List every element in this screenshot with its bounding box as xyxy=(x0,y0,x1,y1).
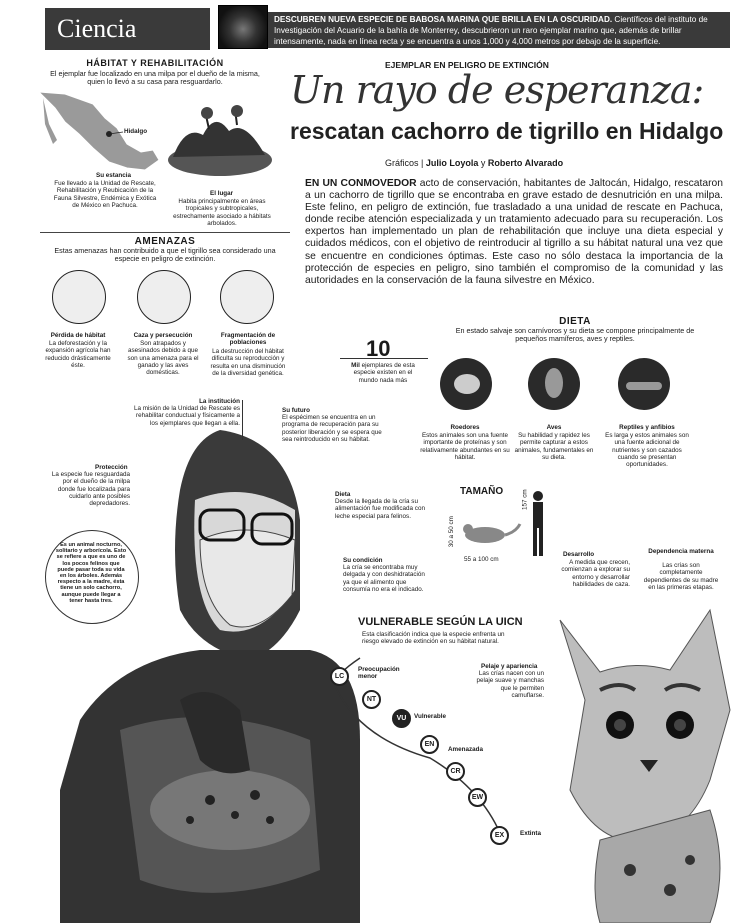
place-title: El lugar xyxy=(210,190,234,197)
diet-intro: En estado salvaje son carnívoros y su dieta se compone principalmente de pequeños mamíferos, aves y reptiles. xyxy=(455,326,695,344)
kicker: EJEMPLAR EN PELIGRO DE EXTINCIÓN xyxy=(385,60,549,70)
diet-2-title: Aves xyxy=(546,424,562,431)
habitat-title: HÁBITAT Y REHABILITACIÓN xyxy=(86,58,224,68)
sea-slug-thumbnail xyxy=(218,5,268,49)
future-title: Su futuro xyxy=(282,407,310,414)
protection-title: Protección xyxy=(95,464,128,471)
dependency-title: Dependencia materna xyxy=(648,548,714,555)
habitat-loss-icon xyxy=(52,270,106,324)
main-title-line2: rescatan cachorro de tigrillo en Hidalgo xyxy=(290,118,724,144)
threat-2-title: Caza y persecución xyxy=(133,332,193,339)
news-headline: DESCUBREN NUEVA ESPECIE DE BABOSA MARINA QUE BRILLA EN LA OSCURIDAD. xyxy=(274,15,613,24)
stat-bold: Mil xyxy=(351,362,360,369)
institution-pointer xyxy=(242,400,243,440)
credits-author-1: Julio Loyola xyxy=(425,158,479,168)
stay-text: Fue llevado a la Unidad de Rescate, Rehabilitación y Reubicación de la Fauna Silvestre, Endémica y Exótica de México en Pachuca. xyxy=(53,180,157,209)
ocelot-cub-illustration xyxy=(540,590,735,923)
development-text: A medida que crecen, comienzan a explorar su entorno y desarrollar habilidades de caza. xyxy=(561,559,630,588)
credits-prefix: Gráficos xyxy=(385,158,419,168)
hunting-icon xyxy=(137,270,191,324)
uicn-scale-arc xyxy=(320,618,520,838)
threat-1-text: La deforestación y la expansión agrícola han reducido drásticamente éste. xyxy=(45,340,111,369)
uicn-level-vu: VU xyxy=(392,709,411,728)
diet-note-text: Desde la llegada de la cría su alimentación fue modificada con leche especial para felinos. xyxy=(335,498,425,520)
diet-title: DIETA xyxy=(559,316,591,327)
institution-text: La misión de la Unidad de Rescate es rehabilitar conductual y físicamente a los ejemplares que llegan a ella. xyxy=(133,405,240,427)
diet-1-title: Roedores xyxy=(450,424,480,431)
threat-2-text: Son atrapados y asesinados debido a que son una amenaza para el ganado y las aves domésticas. xyxy=(127,340,199,377)
person-height: 157 cm xyxy=(521,489,529,510)
stay-title: Su estancia xyxy=(96,172,131,179)
fur-text: Las crías nacen con un pelaje suave y manchas que le permiten camuflarse. xyxy=(476,670,544,699)
lead-paragraph xyxy=(305,178,723,287)
threat-3-title: Fragmentación de poblaciones xyxy=(220,332,276,347)
uicn-level-nt: NT xyxy=(362,690,381,709)
future-text: El espécimen se encuentra en un programa de recuperación para su posterior liberación y se espera que sea reintroducido en su hábitat. xyxy=(282,414,382,443)
uicn-level-en: EN xyxy=(420,735,439,754)
credits-author-2: Roberto Alvarado xyxy=(487,158,564,168)
main-title-line1: Un rayo de esperanza: xyxy=(290,68,704,112)
diet-2-text: Su habilidad y rapidez les permite capturar a estos animales, fundamentales en su dieta. xyxy=(514,432,594,461)
diet-3-text: Es larga y estos animales son una fuente adicional de nutrientes y son cazados cuando se presentan oportunidades. xyxy=(605,432,689,469)
credits-and: y xyxy=(480,158,486,168)
threats-intro: Estas amenazas han contribuido a que el tigrillo sea considerado una especie en peligro de extinción. xyxy=(54,246,276,264)
uicn-level-label-ex: Extinta xyxy=(520,830,541,837)
uicn-level-label-lc: Preocupación menor xyxy=(358,666,400,681)
stat-text xyxy=(345,362,421,384)
section-tab[interactable] xyxy=(45,8,210,50)
uicn-title: VULNERABLE SEGÚN LA UICN xyxy=(358,616,523,628)
stat-caption: ejemplares de esta especie existen en el mundo nada más xyxy=(353,362,415,384)
bird-photo xyxy=(528,358,580,410)
threat-3-text: La destrucción del hábitat dificulta su reproducción y resulta en una disminución de la diversidad genética. xyxy=(210,348,286,377)
lead-bold: EN UN CONMOVEDOR xyxy=(305,178,417,189)
dependency-text: Las crías son completamente dependientes de su madre en las primeras etapas. xyxy=(643,562,719,591)
stat-number: 10 xyxy=(366,336,391,361)
forest-landscape-illustration xyxy=(165,105,275,180)
development-title: Desarrollo xyxy=(563,551,595,558)
section-label: Ciencia xyxy=(57,14,137,43)
institution-title: La institución xyxy=(199,398,240,405)
uicn-text: Esta clasificación indica que la especie enfrenta un riesgo elevado de extinción en su hábitat natural. xyxy=(362,631,505,646)
threats-title: AMENAZAS xyxy=(134,236,196,247)
lead-text: acto de conservación, habitantes de Jaltocán, Hidalgo, rescataron a un cachorro de tigrillo que se encontraba en grave estado de desnutrición en una milpa. Este felino, en peligro de extinción, fue trasladado a una unidad de rescate en Pachuca, donde recibe atención especializada y un tratamiento adecuado para su recuperación. Los expertos han implementado un plan de rehabilitación que incluye una dieta especial y cuidados médicos, con el objetivo de reintroducir al tigrillo a su hábitat natural una vez que se encuentre en condiciones óptimas. Este caso no sólo destaca la importancia de la protección de especies en peligro, sino también el compromiso de la comunidad y las autoridades en la conservación de la fauna silvestre en México. xyxy=(305,178,723,286)
credits: Gráficos | Julio Loyola y Roberto Alvarado xyxy=(385,158,564,168)
threats-rule xyxy=(40,232,290,233)
uicn-level-ew: EW xyxy=(468,788,487,807)
stat-rule xyxy=(340,358,428,359)
place-text: Habita principalmente en áreas tropicales y subtropicales, estrechamente asociado a hábitats arbolados. xyxy=(173,198,271,227)
threat-1-title: Pérdida de hábitat xyxy=(50,332,106,339)
habitat-intro: El ejemplar fue localizado en una milpa por el dueño de la misma, quien lo llevó a su casa para resguardarlo. xyxy=(50,69,260,87)
uicn-level-ex: EX xyxy=(490,826,509,845)
hidalgo-label: Hidalgo xyxy=(124,128,148,135)
news-brief[interactable] xyxy=(268,12,730,48)
fur-title: Pelaje y apariencia xyxy=(481,663,538,670)
fact-bubble-text: Es un animal nocturno, solitario y arborícola. Esto se refiere a que es uno de los pocos felinos que puede pasar toda su vida en los árboles. Además respecto a la madre, ésta tiene un solo cachorro, aunque puede llegar a tener hasta tres. xyxy=(55,542,127,604)
reptile-photo xyxy=(618,358,670,410)
cat-height: 30 a 50 cm xyxy=(447,516,455,548)
diet-3-title: Reptiles y anfibios xyxy=(619,424,675,431)
news-body: Científicos del instituto de Investigación del Acuario de la bahía de Monterrey, descubrieron un raro ejemplar marino que, además de brillar intensamente, nada en línea recta y se encuentra a unos 1,000 y 4,000 metros por debajo de la superficie. xyxy=(274,15,708,46)
rodent-photo xyxy=(440,358,492,410)
diet-1-text: Estos animales son una fuente importante de proteínas y son relativamente abundantes en su hábitat. xyxy=(420,432,510,461)
uicn-level-label-vu: Vulnerable xyxy=(414,713,446,720)
condition-text: La cría se encontraba muy delgada y con deshidratación ya que el alimento que consumía no era el indicado. xyxy=(343,564,425,593)
cat-length: 55 a 100 cm xyxy=(464,556,499,563)
uicn-level-label-en: Amenazada xyxy=(448,746,483,753)
uicn-level-cr: CR xyxy=(446,762,465,781)
protection-text: La especie fue resguardada por el dueño de la milpa donde fue localizada para cuidarlo ante posibles depredadores. xyxy=(51,471,130,508)
dna-icon xyxy=(220,270,274,324)
condition-title: Su condición xyxy=(343,557,383,564)
uicn-level-lc: LC xyxy=(330,667,349,686)
diet-note-title: Dieta xyxy=(335,491,351,498)
stay-pointer xyxy=(98,143,100,153)
size-title: TAMAÑO xyxy=(460,486,504,497)
